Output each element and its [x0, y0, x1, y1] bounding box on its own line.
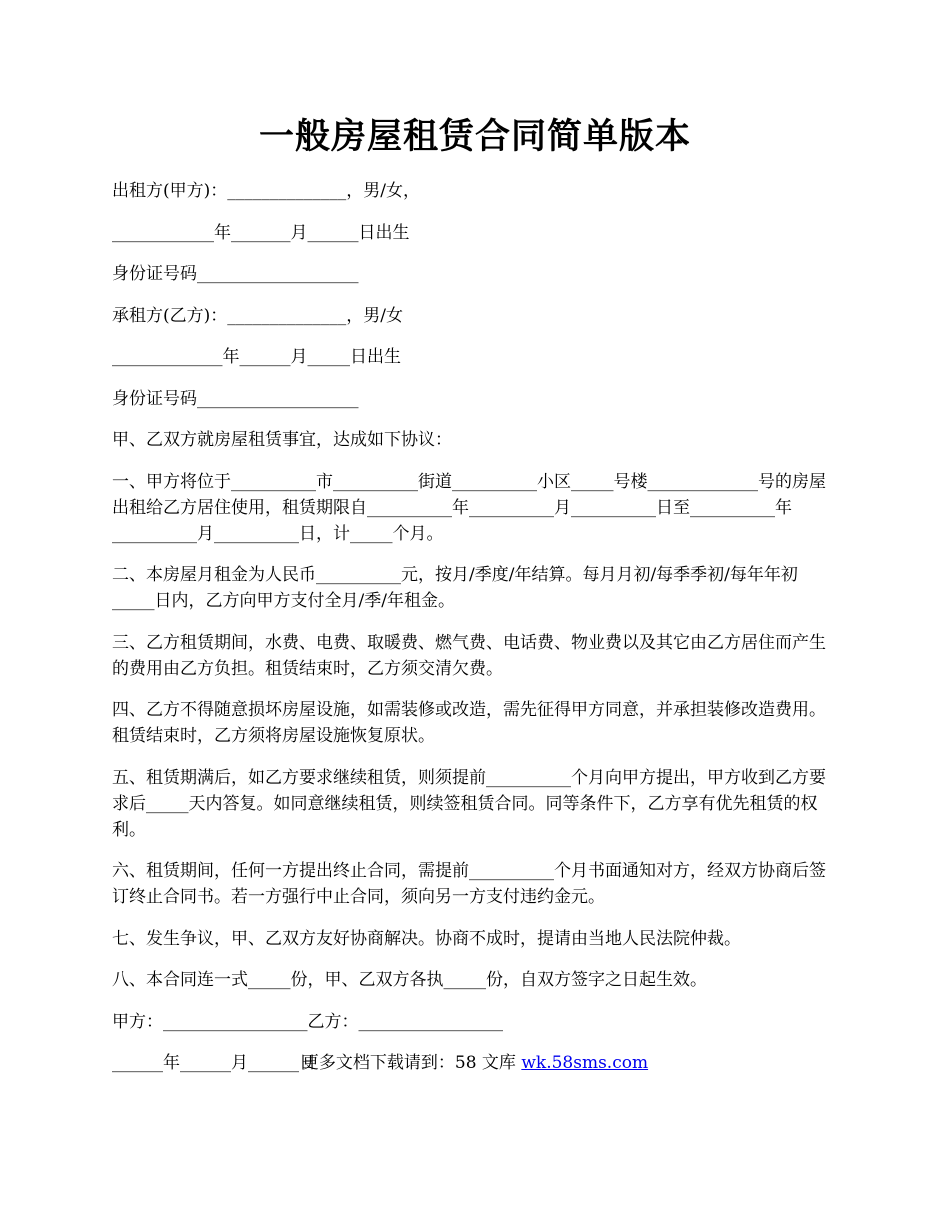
- document-title: 一般房屋租赁合同简单版本: [258, 116, 691, 157]
- lessee-line: 承租方(乙方)：______________，男/女: [112, 305, 403, 326]
- article-1: 一、甲方将位于__________市__________街道__________小区_____号楼_____________号的房屋出租给乙方居住使用，租赁期限自__________年__________月__________日至__________年__________月__________日，计_____个月。: [112, 471, 826, 544]
- article-6: 六、租赁期间，任何一方提出终止合同，需提前__________个月书面通知对方，经双方协商后签订终止合同书。若一方强行中止合同，须向另一方支付违约金元。: [112, 861, 826, 907]
- signature-line: 甲方：_________________乙方：_________________: [112, 1011, 503, 1032]
- footer-link[interactable]: wk.58sms.com: [521, 1053, 649, 1073]
- article-4: 四、乙方不得随意损坏房屋设施，如需装修或改造，需先征得甲方同意，并承担装修改造费用。租赁结束时，乙方须将房屋设施恢复原状。: [112, 700, 826, 746]
- article-5: 五、租赁期满后，如乙方要求继续租赁，则须提前__________个月向甲方提出，甲方收到乙方要求后_____天内答复。如同意继续租赁，则续签租赁合同。同等条件下，乙方享有优先租赁的权利。: [112, 767, 826, 840]
- lessor-id-line: 身份证号码___________________: [112, 264, 359, 284]
- article-2: 二、本房屋月租金为人民币__________元，按月/季度/年结算。每月月初/每季季初/每年年初_____日内，乙方向甲方支付全月/季/年租金。: [112, 565, 798, 611]
- lessor-line: 出租方(甲方)：______________，男/女，: [112, 181, 420, 201]
- article-3: 三、乙方租赁期间，水费、电费、取暖费、燃气费、电话费、物业费以及其它由乙方居住而产生的费用由乙方负担。租赁结束时，乙方须交清欠费。: [112, 632, 826, 679]
- footer-text: 更多文档下载请到：58 文库: [301, 1053, 522, 1073]
- article-7: 七、发生争议，甲、乙双方友好协商解决。协商不成时，提请由当地人民法院仲裁。: [112, 928, 741, 949]
- intro-paragraph: 甲、乙双方就房屋租赁事宜，达成如下协议：: [112, 430, 452, 450]
- lessee-id-line: 身份证号码___________________: [112, 388, 359, 409]
- footer: [0, 1050, 950, 1076]
- article-8: 八、本合同连一式_____份，甲、乙双方各执_____份，自双方签字之日起生效。: [112, 970, 707, 990]
- lessee-birth-line: _____________年______月_____日出生: [112, 347, 401, 367]
- contract-body: [112, 178, 838, 1076]
- lessor-birth-line: ____________年_______月______日出生: [112, 222, 410, 243]
- date-line: ______年______月______日: [112, 1053, 316, 1073]
